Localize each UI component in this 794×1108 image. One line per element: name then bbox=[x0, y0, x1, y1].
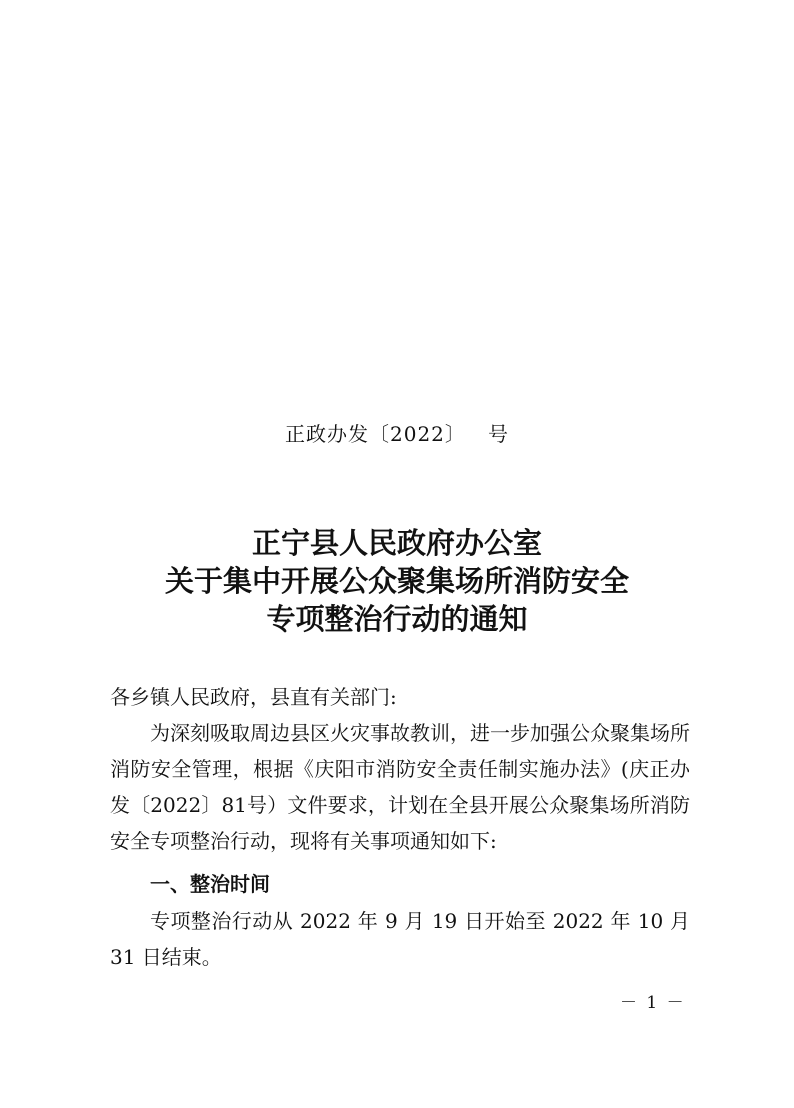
page-number: － 1 － bbox=[620, 993, 686, 1013]
salutation: 各乡镇人民政府，县直有关部门: bbox=[110, 685, 397, 709]
paragraph-time: 专项整治行动从 2022 年 9 月 19 日开始至 2022 年 10 月 31 日结束。 bbox=[110, 909, 690, 969]
title-line-1: 正宁县人民政府办公室 bbox=[251, 526, 542, 560]
document-title bbox=[0, 524, 794, 638]
title-line-3: 专项整治行动的通知 bbox=[266, 602, 528, 636]
section-heading-time: 一、整治时间 bbox=[150, 872, 270, 896]
document-number: 正政办发〔2022〕 号 bbox=[285, 422, 509, 446]
title-line-2: 关于集中开展公众聚集场所消防安全 bbox=[164, 564, 629, 598]
paragraph-intro: 为深刻吸取周边县区火灾事故教训，进一步加强公众聚集场所消防安全管理，根据《庆阳市消防安全责任制实施办法》(庆正办发〔2022〕81号）文件要求，计划在全县开展公众聚集场所消防安全专项整治行动，现将有关事项通知如下: bbox=[110, 721, 690, 853]
